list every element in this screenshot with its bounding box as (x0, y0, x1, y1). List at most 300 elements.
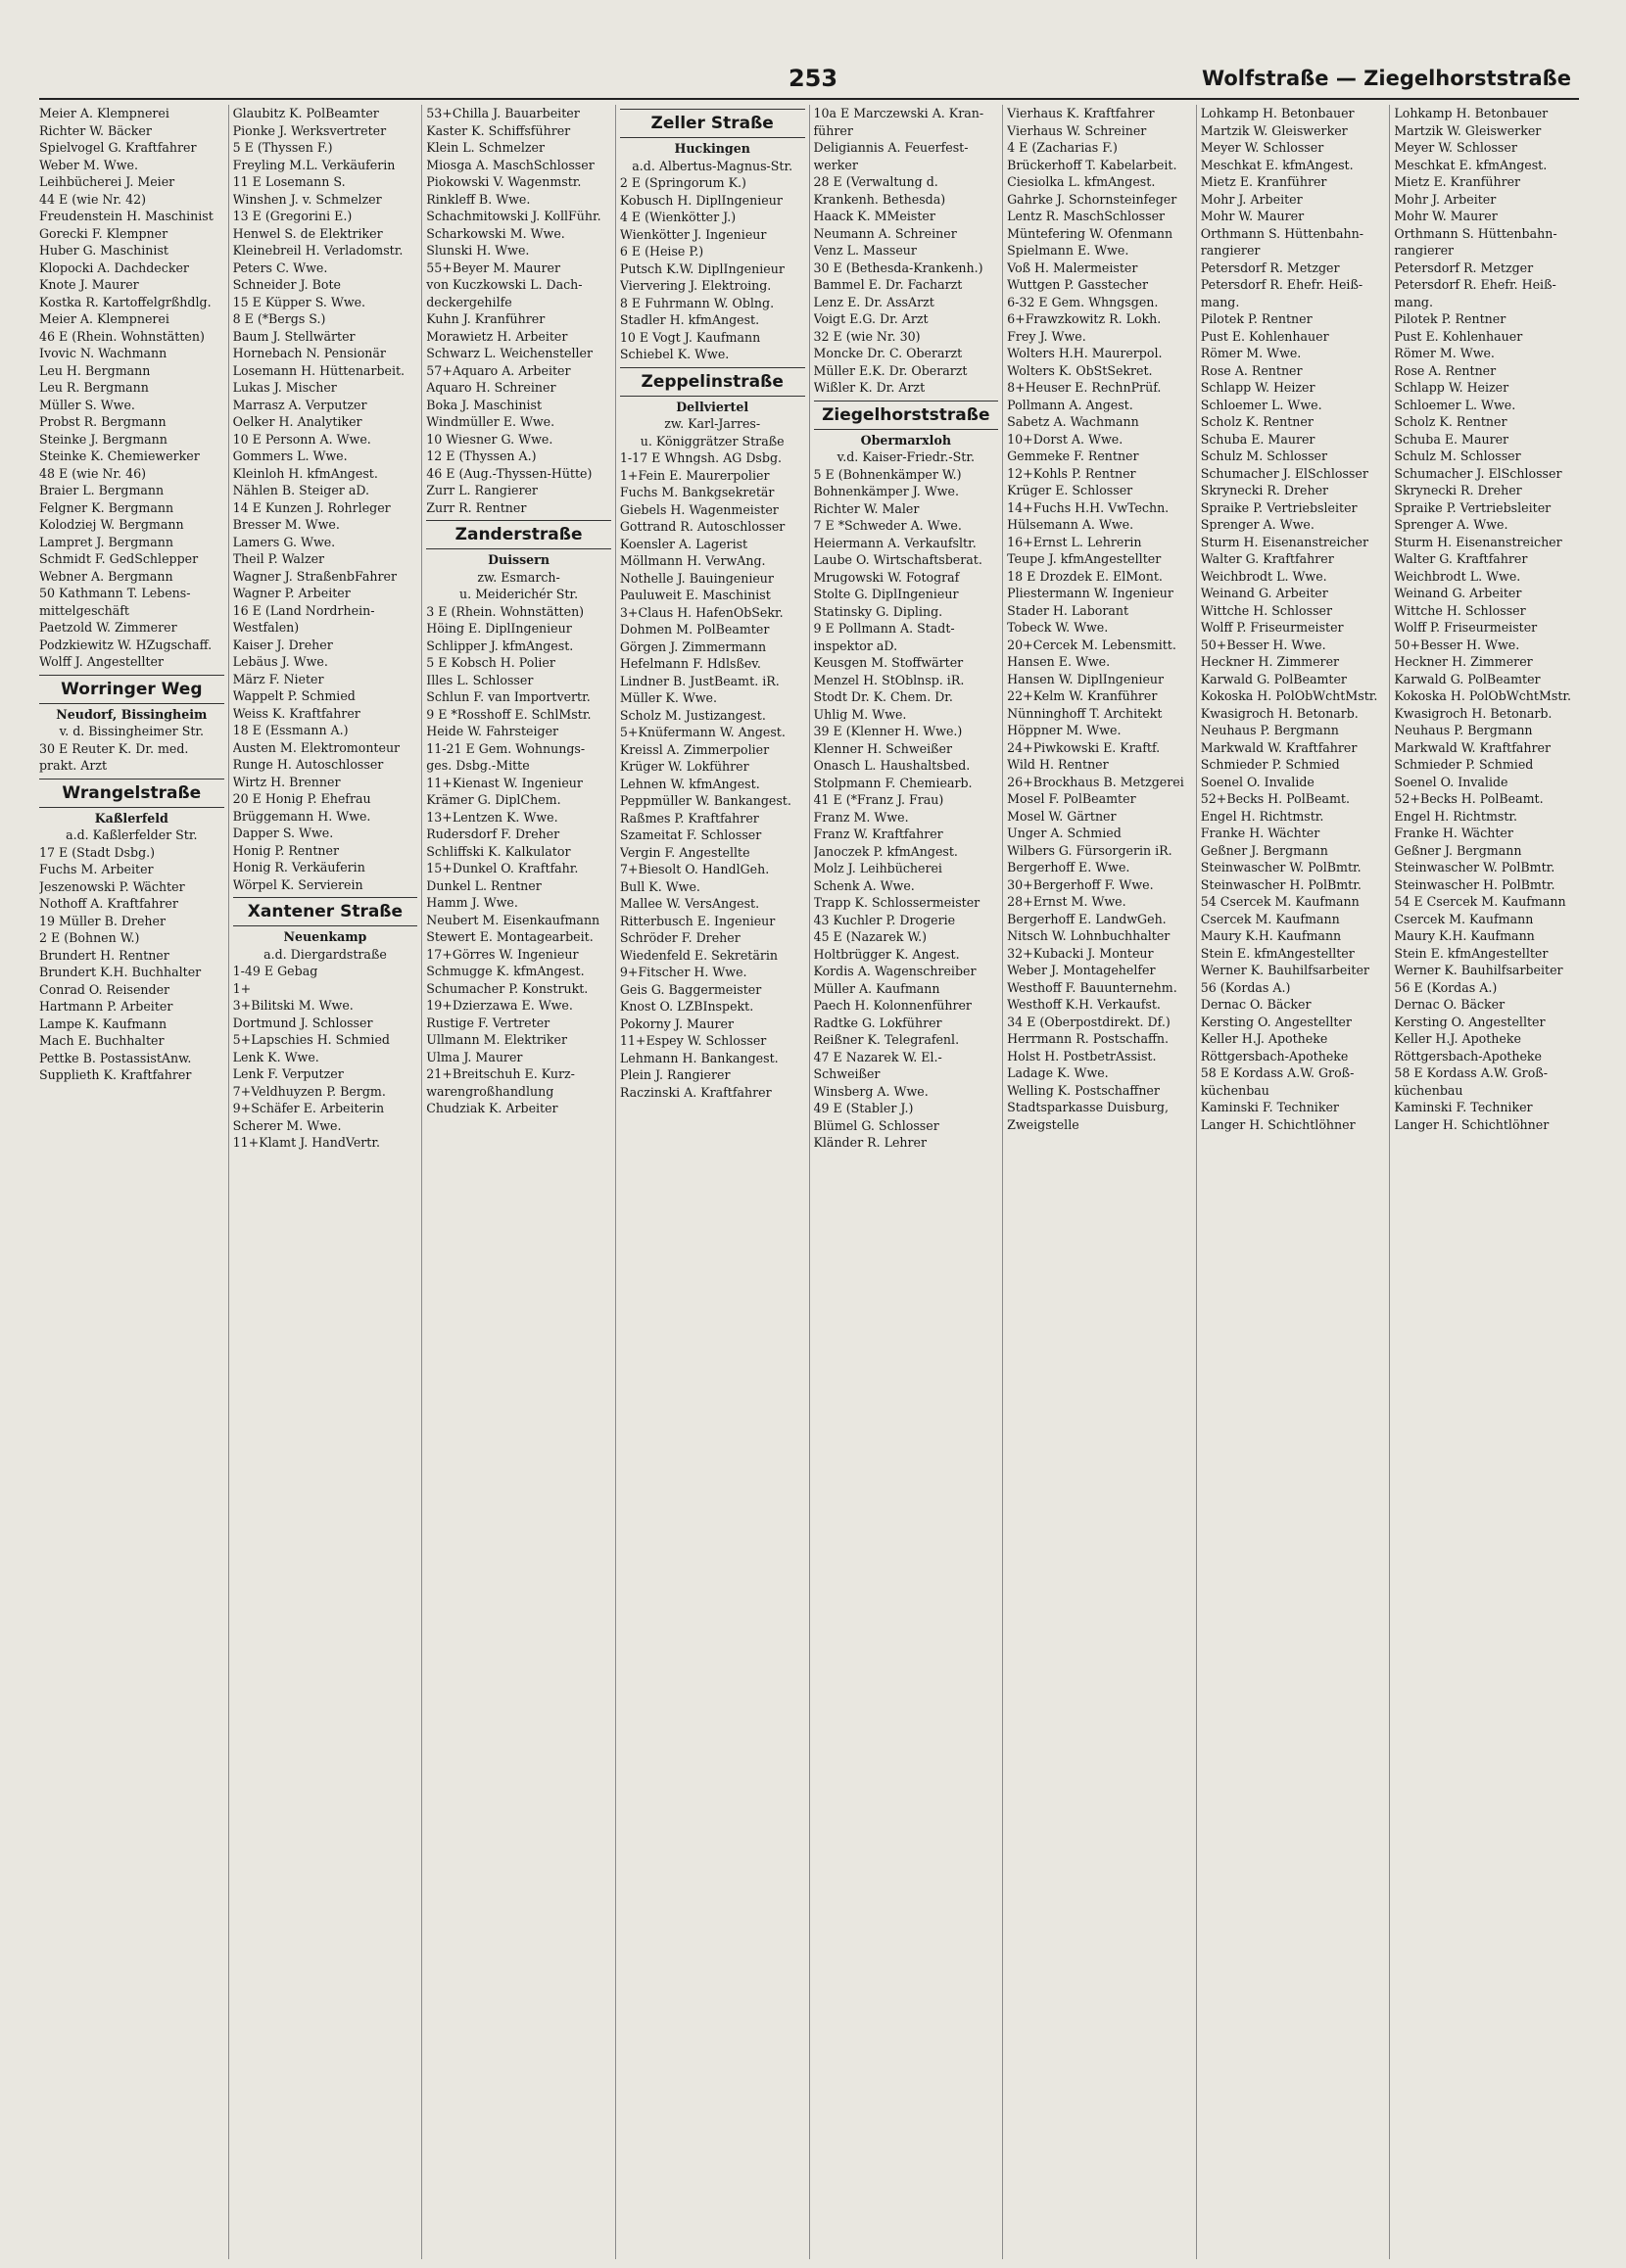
directory-entry: März F. Nieter (232, 671, 324, 686)
directory-entry: Radtke G. Lokführer (813, 1015, 942, 1030)
directory-entry: 7+Veldhuyzen P. Bergm. (232, 1083, 386, 1099)
directory-entry: Dernac O. Bäcker (1200, 997, 1312, 1012)
directory-entry: Schloemer L. Wwe. (1394, 397, 1516, 412)
directory-entry: Slunski H. Wwe. (426, 243, 530, 258)
directory-entry: 24+Piwkowski E. Kraftf. (1007, 739, 1161, 755)
directory-entry: Haack K. MMeister (813, 209, 935, 223)
directory-entry: Menzel H. StOblnsp. iR. (813, 672, 965, 687)
directory-entry: Koensler A. Lagerist (619, 536, 748, 551)
directory-entry: Weichbrodt L. Wwe. (1200, 568, 1327, 584)
directory-entry: Spielmann E. Wwe. (1007, 243, 1129, 258)
directory-entry: Schlapp W. Heizer (1200, 380, 1315, 395)
directory-entry: Franke H. Wächter (1394, 826, 1513, 840)
directory-entry: Knost O. LZBInspekt. (619, 999, 754, 1014)
directory-entry: Kersting O. Angestellter (1200, 1014, 1352, 1029)
district-label: Neudorf, Bissingheim (56, 706, 208, 722)
directory-entry: 58 E Kordass A.W. Groß- (1394, 1065, 1548, 1080)
directory-entry: Austen M. Elektromonteur (232, 739, 401, 755)
directory-entry: 1-17 E Whngsh. AG Dsbg. (619, 450, 783, 465)
directory-entry: 15 E Küpper S. Wwe. (232, 294, 366, 309)
directory-entry: Meyer W. Schlosser (1394, 140, 1517, 155)
directory-entry: Rose A. Rentner (1394, 362, 1497, 378)
directory-entry: Pokorny J. Maurer (619, 1016, 734, 1031)
directory-entry: Pilotek P. Rentner (1200, 311, 1313, 326)
directory-entry: Blümel G. Schlosser (813, 1117, 939, 1133)
directory-entry: Nothelle J. Bauingenieur (619, 570, 774, 586)
directory-entry: Pliestermann W. Ingenieur (1007, 586, 1173, 600)
directory-entry: Müller E.K. Dr. Oberarzt (813, 362, 968, 378)
directory-entry: Huber G. Maschinist (39, 243, 168, 258)
directory-entry: Mallee W. VersAngest. (619, 896, 760, 911)
directory-entry: Sturm H. Eisenanstreicher (1394, 534, 1562, 549)
directory-entry: Schlipper J. kfmAngest. (426, 638, 574, 653)
directory-entry: Skrynecki R. Dreher (1200, 483, 1329, 497)
directory-entry: Chudziak K. Arbeiter (426, 1101, 558, 1115)
directory-entry: 10 E Personn A. Wwe. (232, 431, 371, 447)
directory-entry: Röttgersbach-Apotheke (1394, 1048, 1542, 1063)
directory-entry: Römer M. Wwe. (1394, 346, 1495, 360)
directory-entry: Sabetz A. Wachmann (1007, 414, 1139, 429)
directory-entry: 58 E Kordass A.W. Groß- (1200, 1065, 1355, 1080)
directory-entry: Wilbers G. Fürsorgerin iR. (1007, 842, 1172, 858)
directory-entry: Mrugowski W. Fotograf (813, 569, 960, 585)
directory-entry: Weinand G. Arbeiter (1394, 586, 1522, 600)
directory-entry: Müller A. Kaufmann (813, 980, 940, 996)
directory-entry: Petersdorf R. Metzger (1200, 260, 1340, 275)
directory-entry: ges. Dsbg.-Mitte (426, 758, 530, 773)
street-location-note: zw. Esmarch- (477, 569, 560, 585)
directory-entry: Molz J. Leihbücherei (813, 861, 942, 875)
directory-entry: 53+Chilla J. Bauarbeiter (426, 106, 580, 120)
directory-entry: 52+Becks H. PolBeamt. (1200, 791, 1350, 806)
directory-entry: Sturm H. Eisenanstreicher (1200, 534, 1369, 549)
directory-entry: Dunkel L. Rentner (426, 877, 542, 893)
directory-entry: Müller K. Wwe. (619, 690, 718, 705)
directory-column (615, 105, 805, 2259)
directory-entry: Kleinloh H. kfmAngest. (232, 465, 378, 481)
directory-entry: Petersdorf R. Metzger (1394, 260, 1534, 275)
directory-entry: Theil P. Walzer (232, 551, 325, 566)
directory-entry: Sprenger A. Wwe. (1394, 517, 1508, 532)
street-location-note: u. Königgrätzer Straße (640, 433, 785, 449)
directory-entry: Zurr R. Rentner (426, 499, 527, 515)
directory-entry: Wuttgen P. Gasstecher (1007, 277, 1148, 292)
directory-entry: 4 E (Wienkötter J.) (619, 210, 737, 224)
directory-entry: Kländer R. Lehrer (813, 1135, 928, 1150)
directory-entry: Scharkowski M. Wwe. (426, 225, 565, 241)
directory-entry: Moncke Dr. C. Oberarzt (813, 346, 963, 360)
directory-entry: Kleinebreil H. Verladomstr. (232, 243, 404, 258)
directory-entry: Rustige F. Vertreter (426, 1015, 550, 1030)
directory-entry: Heckner H. Zimmerer (1394, 654, 1533, 669)
directory-entry: Leu H. Bergmann (39, 362, 151, 378)
directory-entry: Lamers G. Wwe. (232, 534, 336, 549)
directory-entry: Paech H. Kolonnenführer (813, 998, 972, 1013)
directory-entry: Schulz M. Schlosser (1394, 449, 1521, 463)
directory-entry: Kostka R. Kartoffelgrßhdlg. (39, 294, 212, 309)
directory-entry: Heckner H. Zimmerer (1200, 654, 1340, 669)
directory-entry: Möllmann H. VerwAng. (619, 553, 766, 568)
directory-entry: Illes L. Schlosser (426, 672, 534, 687)
street-heading: Zeller Straße (620, 109, 805, 138)
directory-entry: Kersting O. Angestellter (1394, 1014, 1546, 1029)
directory-entry: Walter G. Kraftfahrer (1394, 551, 1528, 566)
district-label: Dellviertel (676, 399, 749, 414)
directory-entry: 47 E Nazarek W. El.- (813, 1049, 942, 1064)
directory-entry: 8 E (*Bergs S.) (232, 311, 326, 326)
directory-entry: Kordis A. Wagenschreiber (813, 964, 977, 978)
directory-entry: Ritterbusch E. Ingenieur (619, 913, 776, 928)
directory-entry: Wirtz H. Brenner (232, 774, 341, 789)
directory-entry: 52+Becks H. PolBeamt. (1394, 791, 1544, 806)
directory-entry: Stein E. kfmAngestellter (1200, 945, 1355, 961)
directory-entry: 30 E Reuter K. Dr. med. (39, 740, 189, 756)
directory-entry: Schmieder P. Schmied (1200, 757, 1340, 772)
directory-entry: Dapper S. Wwe. (232, 826, 334, 840)
directory-entry: 18 E (Essmann A.) (232, 723, 349, 737)
directory-entry: 6 E (Heise P.) (619, 244, 704, 259)
directory-entry: Markwald W. Kraftfahrer (1394, 739, 1551, 755)
directory-entry: Aquaro H. Schreiner (426, 380, 556, 395)
directory-entry: Klopocki A. Dachdecker (39, 260, 189, 275)
directory-entry: Steinwascher H. PolBmtr. (1394, 876, 1555, 892)
directory-entry: Wild H. Rentner (1007, 757, 1109, 772)
directory-entry: 20 E Honig P. Ehefrau (232, 791, 371, 806)
directory-entry: Lenz E. Dr. AssArzt (813, 294, 934, 309)
directory-entry: Rudersdorf F. Dreher (426, 827, 560, 841)
directory-entry: Klenner H. Schweißer (813, 740, 953, 756)
directory-entry: Bammel E. Dr. Facharzt (813, 277, 963, 292)
directory-entry: Dohmen M. PolBeamter (619, 622, 770, 637)
directory-entry: Mohr W. Maurer (1200, 209, 1305, 223)
directory-entry: Lenk F. Verputzer (232, 1066, 344, 1081)
directory-entry: 20+Cercek M. Lebensmitt. (1007, 637, 1176, 652)
directory-entry: Nothoff A. Kraftfahrer (39, 896, 178, 911)
directory-entry: rangierer (1200, 243, 1261, 258)
directory-entry: Bergerhoff E. Wwe. (1007, 860, 1130, 874)
directory-entry: Probst R. Bergmann (39, 414, 167, 429)
directory-entry: Podzkiewitz W. HZugschaff. (39, 637, 213, 652)
directory-entry: Stader H. Laborant (1007, 602, 1129, 618)
directory-entry: 9 E Pollmann A. Stadt- (813, 621, 955, 636)
directory-entry: Schiebel K. Wwe. (619, 347, 730, 361)
directory-entry: 7+Biesolt O. HandlGeh. (619, 862, 770, 876)
directory-entry: Janoczek P. kfmAngest. (813, 843, 958, 859)
directory-entry: 4 E (Zacharias F.) (1007, 140, 1118, 155)
directory-entry: Müller S. Wwe. (39, 397, 135, 412)
directory-entry: 48 E (wie Nr. 46) (39, 465, 147, 481)
street-location-note: v.d. Kaiser-Friedr.-Str. (837, 449, 975, 464)
directory-entry: Wittche H. Schlosser (1394, 602, 1526, 618)
directory-entry: Gottrand R. Autoschlosser (619, 519, 786, 534)
directory-entry: 45 E (Nazarek W.) (813, 929, 928, 944)
directory-entry: Franz M. Wwe. (813, 809, 909, 825)
directory-entry: Pilotek P. Rentner (1394, 311, 1506, 326)
directory-entry: Höppner M. Wwe. (1007, 723, 1122, 737)
directory-entry: 5 E Kobsch H. Polier (426, 655, 555, 670)
directory-entry: Meyer W. Schlosser (1200, 140, 1324, 155)
directory-entry: Holst H. PostbetrAssist. (1007, 1048, 1157, 1063)
directory-entry: Brüggemann H. Wwe. (232, 808, 371, 824)
directory-entry: Trapp K. Schlossermeister (813, 895, 980, 910)
directory-entry: Ulma J. Maurer (426, 1049, 523, 1064)
directory-entry: Petersdorf R. Ehefr. Heiß- (1200, 277, 1363, 292)
directory-entry: 21+Breitschuh E. Kurz- (426, 1066, 575, 1081)
directory-entry: 28+Ernst M. Wwe. (1007, 894, 1126, 909)
directory-entry: Schneider J. Bote (232, 277, 341, 292)
directory-entry: Vierhaus K. Kraftfahrer (1007, 106, 1155, 120)
directory-entry: Braier L. Bergmann (39, 483, 165, 497)
directory-entry: Steinke K. Chemiewerker (39, 449, 200, 463)
directory-column (1196, 105, 1386, 2259)
directory-entry: Kaster K. Schiffsführer (426, 122, 571, 138)
directory-entry: Deligiannis A. Feuerfest- (813, 140, 969, 155)
directory-entry: Winshen J. v. Schmelzer (232, 191, 382, 207)
directory-entry: 7 E *Schweder A. Wwe. (813, 518, 962, 533)
directory-entry: Pollmann A. Angest. (1007, 397, 1133, 412)
directory-column (1002, 105, 1192, 2259)
street-heading: Worringer Weg (39, 675, 224, 704)
directory-entry: Glaubitz K. PolBeamter (232, 106, 379, 120)
directory-entry: Ullmann M. Elektriker (426, 1032, 568, 1047)
directory-entry: Conrad O. Reisender (39, 981, 170, 997)
directory-entry: Mohr J. Arbeiter (1394, 191, 1497, 207)
directory-entry: Krankenh. Bethesda) (813, 191, 946, 207)
directory-entry: Losemann H. Hüttenarbeit. (232, 362, 406, 378)
directory-entry: Welling K. Postschaffner (1007, 1082, 1160, 1098)
directory-entry: 8+Heuser E. RechnPrüf. (1007, 380, 1162, 395)
directory-entry: 2 E (Bohnen W.) (39, 930, 140, 945)
directory-entry: 5 E (Thyssen F.) (232, 140, 333, 155)
directory-entry: Martzik W. Gleiswerker (1394, 122, 1542, 138)
directory-entry: Westfalen) (232, 620, 300, 635)
directory-entry: Martzik W. Gleiswerker (1200, 122, 1348, 138)
directory-entry: Gorecki F. Klempner (39, 225, 168, 241)
directory-entry: Felgner K. Bergmann (39, 499, 174, 515)
district-label: Duissern (488, 552, 550, 567)
directory-entry: Petersdorf R. Ehefr. Heiß- (1394, 277, 1556, 292)
directory-entry: Putsch K.W. DiplIngenieur (619, 260, 785, 276)
directory-entry: Ladage K. Wwe. (1007, 1065, 1109, 1080)
directory-entry: 9+Schäfer E. Arbeiterin (232, 1101, 385, 1115)
directory-entry: Lebäus J. Wwe. (232, 654, 328, 669)
directory-entry: Weinand G. Arbeiter (1200, 586, 1328, 600)
directory-entry: Mosel F. PolBeamter (1007, 791, 1136, 806)
directory-entry: Langer H. Schichtlöhner (1394, 1116, 1550, 1132)
directory-entry: Wolters K. ObStSekret. (1007, 362, 1153, 378)
directory-entry: von Kuczkowski L. Dach- (426, 277, 583, 292)
directory-entry: Wienkötter J. Ingenieur (619, 226, 767, 242)
district-label: Obermarxloh (860, 432, 952, 448)
directory-entry: Honig R. Verkäuferin (232, 860, 365, 874)
directory-entry: Fuchs M. Bankgsekretär (619, 485, 775, 499)
directory-entry: Leihbücherei J. Meier (39, 174, 175, 189)
directory-entry: mittelgeschäft (39, 602, 129, 618)
directory-entry: Runge H. Autoschlosser (232, 757, 384, 772)
directory-entry: 11+Klamt J. HandVertr. (232, 1135, 381, 1150)
directory-entry: Pust E. Kohlenhauer (1200, 328, 1329, 344)
directory-entry: Stolpmann F. Chemiearb. (813, 775, 973, 790)
directory-entry: Skrynecki R. Dreher (1394, 483, 1522, 497)
directory-entry: 9 E *Rosshoff E. SchlMstr. (426, 706, 592, 722)
directory-entry: Schlapp W. Heizer (1394, 380, 1509, 395)
directory-entry: Engel H. Richtmstr. (1200, 808, 1324, 824)
directory-entry: Onasch L. Haushaltsbed. (813, 758, 971, 773)
directory-entry: Baum J. Stellwärter (232, 328, 356, 344)
directory-column (228, 105, 418, 2259)
directory-entry: Geis G. Baggermeister (619, 981, 762, 997)
directory-entry: Schröder F. Dreher (619, 930, 741, 945)
directory-entry: warengroßhandlung (426, 1083, 554, 1099)
directory-entry: Piokowski V. Wagenmstr. (426, 174, 582, 189)
directory-entry: Giebels H. Wagenmeister (619, 501, 779, 517)
directory-entry: Wolters H.H. Maurerpol. (1007, 346, 1163, 360)
directory-entry: 55+Beyer M. Maurer (426, 260, 561, 275)
directory-entry: Kreissl A. Zimmerpolier (619, 741, 770, 757)
directory-entry: Pust E. Kohlenhauer (1394, 328, 1523, 344)
directory-entry: 10a E Marczewski A. Kran- (813, 106, 984, 120)
directory-entry: Statinsky G. Dipling. (813, 603, 943, 619)
directory-entry: Vergin F. Angestellte (619, 844, 750, 860)
directory-entry: Bohnenkämper J. Wwe. (813, 484, 959, 498)
street-heading: Zanderstraße (426, 520, 611, 549)
directory-entry: Schmieder P. Schmied (1394, 757, 1534, 772)
directory-entry: 46 E (Aug.-Thyssen-Hütte) (426, 465, 593, 481)
directory-entry: mang. (1200, 294, 1240, 309)
directory-entry: Wagner P. Arbeiter (232, 586, 351, 600)
directory-entry: prakt. Arzt (39, 758, 108, 773)
directory-entry: Schloemer L. Wwe. (1200, 397, 1322, 412)
directory-entry: Hefelmann F. Hdlsßev. (619, 656, 761, 671)
directory-entry: Müntefering W. Ofenmann (1007, 225, 1173, 241)
directory-entry: 19 Müller B. Dreher (39, 913, 166, 928)
directory-entry: Schumacher J. ElSchlosser (1200, 465, 1368, 481)
directory-entry: Schenk A. Wwe. (813, 877, 915, 893)
directory-entry: 19+Dzierzawa E. Wwe. (426, 998, 573, 1013)
directory-entry: Ivovic N. Wachmann (39, 346, 167, 360)
directory-entry: 12+Kohls P. Rentner (1007, 465, 1136, 481)
directory-entry: 1+ (232, 980, 252, 996)
columns (39, 105, 1579, 2259)
directory-entry: Keller H.J. Apotheke (1200, 1031, 1328, 1046)
directory-entry: Honig P. Rentner (232, 842, 340, 858)
directory-entry: Kwasigroch H. Betonarb. (1394, 705, 1553, 721)
directory-entry: 11+Espey W. Schlosser (619, 1033, 767, 1048)
directory-entry: Supplieth K. Kraftfahrer (39, 1067, 192, 1082)
directory-entry: Hansen E. Wwe. (1007, 654, 1111, 669)
directory-entry: 6+Frawzkowitz R. Lokh. (1007, 311, 1162, 326)
directory-entry: Henwel S. de Elektriker (232, 225, 383, 241)
directory-entry: Schmugge K. kfmAngest. (426, 964, 585, 978)
directory-entry: Wörpel K. Servierein (232, 876, 363, 892)
directory-entry: 3+Claus H. HafenObSekr. (619, 604, 784, 620)
directory-entry: Werner K. Bauhilfsarbeiter (1200, 963, 1369, 977)
directory-entry: Raßmes P. Kraftfahrer (619, 810, 759, 826)
directory-entry: 5+Lapschies H. Schmied (232, 1032, 390, 1047)
directory-entry: Orthmann S. Hüttenbahn- (1200, 225, 1363, 241)
directory-entry: Morawietz H. Arbeiter (426, 328, 568, 344)
directory-entry: Scherer M. Wwe. (232, 1117, 342, 1133)
directory-entry: Meschkat E. kfmAngest. (1394, 157, 1548, 172)
directory-entry: Unger A. Schmied (1007, 826, 1122, 840)
directory-entry: 22+Kelm W. Kranführer (1007, 688, 1158, 703)
directory-entry: Gemmeke F. Rentner (1007, 449, 1139, 463)
directory-entry: Richter W. Bäcker (39, 122, 152, 138)
directory-entry: Markwald W. Kraftfahrer (1200, 739, 1358, 755)
street-location-note: u. Meiderichér Str. (459, 587, 579, 601)
directory-entry: Lampret J. Bergmann (39, 534, 173, 549)
directory-entry: Brückerhoff T. Kabelarbeit. (1007, 157, 1177, 172)
directory-entry: küchenbau (1394, 1082, 1463, 1098)
directory-entry: Pionke J. Werksvertreter (232, 122, 387, 138)
directory-entry: Lehmann H. Bankangest. (619, 1050, 779, 1065)
directory-entry: Kokoska H. PolObWchtMstr. (1394, 688, 1572, 703)
directory-entry: Teupe J. kfmAngestellter (1007, 551, 1162, 566)
directory-entry: Voß H. Malermeister (1007, 260, 1138, 275)
directory-entry: Meschkat E. kfmAngest. (1200, 157, 1354, 172)
district-label: Huckingen (674, 141, 750, 156)
directory-entry: Winsberg A. Wwe. (813, 1083, 929, 1099)
directory-entry: Rose A. Rentner (1200, 362, 1303, 378)
directory-entry: 14+Fuchs H.H. VwTechn. (1007, 499, 1170, 515)
directory-entry: 12 E (Thyssen A.) (426, 449, 537, 463)
directory-entry: 32+Kubacki J. Monteur (1007, 945, 1154, 961)
directory-entry: Soenel O. Invalide (1200, 774, 1315, 789)
directory-entry: 17+Görres W. Ingenieur (426, 946, 579, 962)
directory-entry: Rinkleff B. Wwe. (426, 191, 531, 207)
directory-entry: Mosel W. Gärtner (1007, 808, 1117, 824)
directory-entry: 16 E (Land Nordrhein- (232, 602, 375, 618)
directory-entry: 50+Besser H. Wwe. (1200, 637, 1326, 652)
directory-entry: Pauluweit E. Maschinist (619, 588, 771, 602)
directory-entry: 11+Kienast W. Ingenieur (426, 775, 583, 790)
directory-entry: 41 E (*Franz J. Frau) (813, 792, 944, 807)
directory-entry: Weber M. Wwe. (39, 157, 138, 172)
directory-entry: Lohkamp H. Betonbauer (1200, 106, 1355, 120)
directory-entry: Zurr L. Rangierer (426, 483, 538, 497)
directory-entry: 30 E (Bethesda-Krankenh.) (813, 260, 983, 275)
directory-entry: Lohkamp H. Betonbauer (1394, 106, 1549, 120)
directory-entry: Dernac O. Bäcker (1394, 997, 1506, 1012)
directory-entry: Csercek M. Kaufmann (1200, 911, 1340, 926)
directory-entry: Nitsch W. Lohnbuchhalter (1007, 928, 1171, 943)
directory-entry: Wiedenfeld E. Sekretärin (619, 947, 779, 963)
directory-entry: Raczinski A. Kraftfahrer (619, 1084, 772, 1100)
directory-entry: Kokoska H. PolObWchtMstr. (1200, 688, 1378, 703)
district-label: Neuenkamp (283, 929, 367, 944)
directory-entry: Schuba E. Maurer (1394, 431, 1509, 447)
directory-entry: Plein J. Rangierer (619, 1067, 731, 1082)
directory-entry: 1+Fein E. Maurerpolier (619, 467, 770, 483)
directory-entry: werker (813, 157, 858, 172)
directory-entry: Keller H.J. Apotheke (1394, 1031, 1521, 1046)
directory-entry: 9+Fitscher H. Wwe. (619, 965, 747, 979)
directory-entry: Fuchs M. Arbeiter (39, 862, 154, 876)
directory-entry: 50 Kathmann T. Lebens- (39, 586, 191, 600)
directory-entry: Hansen W. DiplIngenieur (1007, 671, 1165, 686)
directory-entry: Röttgersbach-Apotheke (1200, 1048, 1349, 1063)
directory-entry: Szameitat F. Schlosser (619, 827, 762, 842)
directory-entry: Schumacher P. Konstrukt. (426, 980, 589, 996)
directory-entry: 17 E (Stadt Dsbg.) (39, 844, 156, 860)
directory-column (421, 105, 611, 2259)
directory-entry: Spraike P. Vertriebsleiter (1200, 499, 1358, 515)
directory-entry: Mohr J. Arbeiter (1200, 191, 1303, 207)
directory-entry: Uhlig M. Wwe. (813, 706, 907, 722)
directory-entry: 30+Bergerhoff F. Wwe. (1007, 876, 1154, 892)
directory-entry: Weichbrodt L. Wwe. (1394, 568, 1521, 584)
directory-entry: 32 E (wie Nr. 30) (813, 328, 921, 344)
